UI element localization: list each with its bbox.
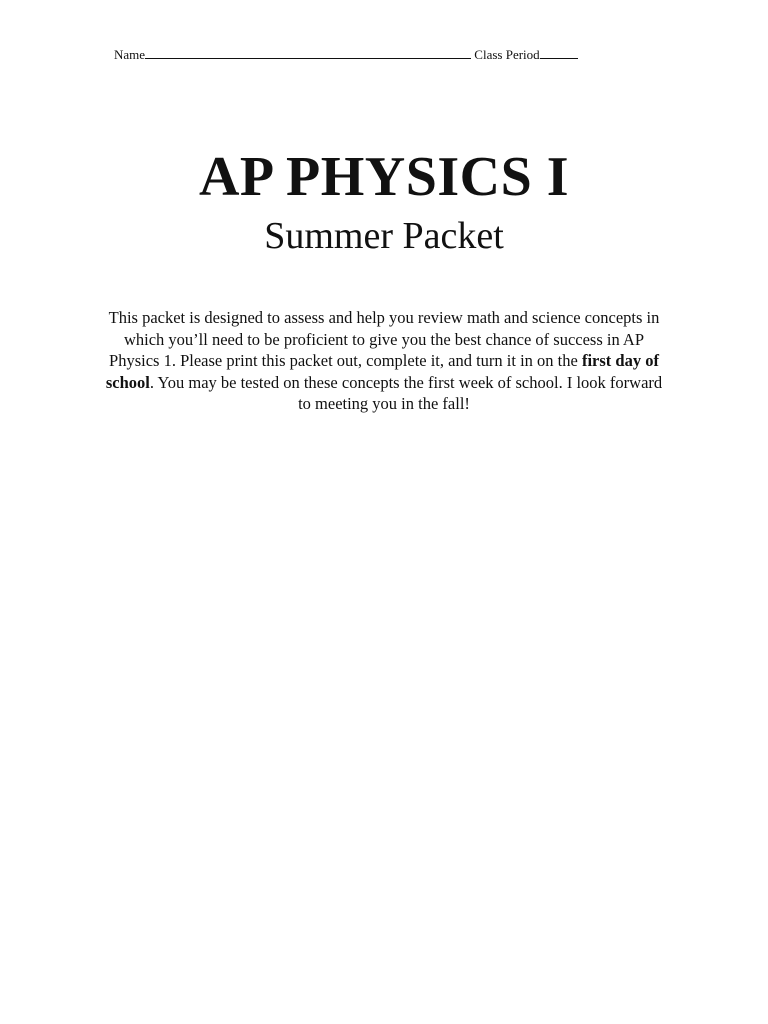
- intro-text-after: . You may be tested on these concepts the first week of school. I look forward to meeting you in the fall!: [149, 372, 663, 413]
- name-label: Name: [114, 47, 146, 62]
- intro-emphasis: first day of school: [105, 351, 659, 392]
- page-subtitle: Summer Packet: [264, 215, 504, 257]
- name-blank-field[interactable]: [145, 46, 471, 59]
- page-title: AP PHYSICS I: [198, 146, 570, 208]
- class-period-blank-field[interactable]: [540, 46, 578, 59]
- intro-text-before: This packet is designed to assess and help you review math and science concepts in which you’ll need to be proficient to give you the best chance of success in AP Physics 1. Please print this packet out, complete it, and turn it in on the: [108, 308, 660, 370]
- student-info-line: [114, 46, 578, 64]
- intro-paragraph: [104, 307, 664, 415]
- class-period-label: Class Period: [474, 47, 540, 62]
